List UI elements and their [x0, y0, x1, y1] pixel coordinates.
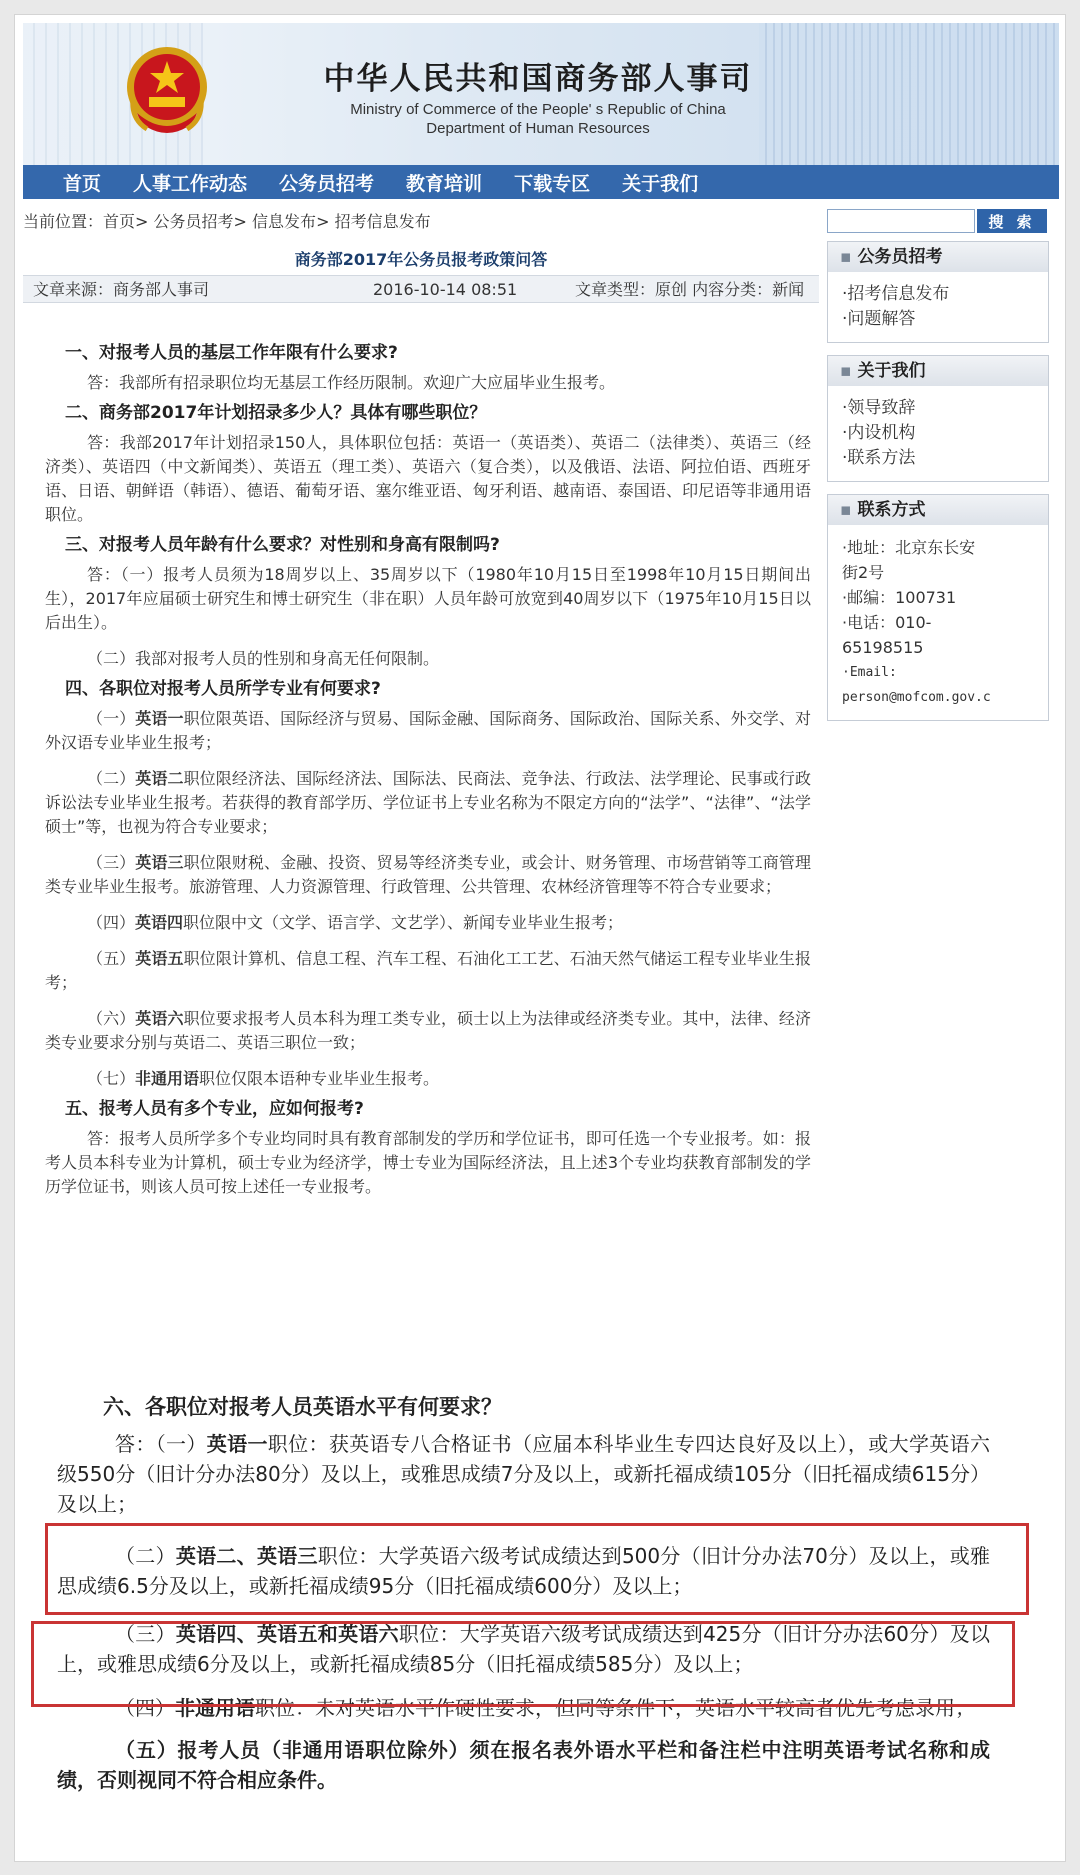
position-name: 英语五 — [135, 949, 184, 968]
nav-about[interactable]: 关于我们 — [622, 172, 699, 195]
position-name: 英语二、英语三 — [175, 1544, 318, 1568]
sidebar-item-label: 内设机构 — [847, 423, 916, 443]
breadcrumb-sep: > — [135, 212, 154, 231]
answer-5: 答：报考人员所学多个专业均同时具有教育部制发的学历和学位证书，即可任选一个专业报考。如：报考人员本科专业为计算机，硕士专业为经济学，博士专业为国际经济法，且上述3个专业均获教育部制发的学历学位证书，则该人员可按上述任一专业报考。 — [45, 1129, 811, 1196]
article-type: 文章类型：原创 内容分类：新闻 — [575, 280, 805, 299]
nav-hr-news[interactable]: 人事工作动态 — [133, 172, 248, 195]
item-prefix: 答：（一） — [115, 1432, 207, 1456]
answer-4-1 — [23, 707, 813, 755]
item-prefix: （二） — [115, 1544, 176, 1568]
contact-address-line2: 街2号 — [842, 563, 885, 582]
sidebar-item-label: 问题解答 — [847, 309, 916, 329]
contact-email-label: ·Email: — [842, 665, 897, 680]
breadcrumb-recruit[interactable]: 公务员招考 — [153, 212, 234, 231]
building-decoration-right — [759, 23, 1059, 165]
sidebar-item-label: 招考信息发布 — [847, 284, 950, 304]
nav-downloads[interactable]: 下载专区 — [514, 172, 591, 195]
answer-3-1: 答：（一）报考人员须为18周岁以上、35周岁以下（1980年10月15日至1998年10月15日期间出生），2017年应届硕士研究生和博士研究生（非在职）人员年龄可放宽到40周岁以下（1975年10月15日以后出生）。 — [45, 565, 811, 632]
item-prefix: （四） — [87, 913, 136, 932]
sidebar-box-title — [828, 495, 1048, 525]
item-text: 职位仅限本语种专业毕业生报考。 — [199, 1069, 440, 1088]
answer-4-3 — [23, 851, 813, 899]
nav-training[interactable]: 教育培训 — [406, 172, 483, 195]
search-input[interactable] — [827, 209, 975, 233]
bullet-icon: ▪ — [840, 247, 852, 267]
item-prefix: （一） — [87, 709, 136, 728]
sidebar-item-label: 联系方法 — [847, 448, 916, 468]
position-name: 英语一 — [135, 709, 184, 728]
sidebar-item-contact-method[interactable]: ·联系方法 — [842, 448, 916, 468]
search-button[interactable]: 搜 索 — [977, 209, 1047, 233]
item-text: 职位限经济法、国际经济法、国际法、民商法、竞争法、行政法、法学理论、民事或行政诉讼法专业毕业生报考。若获得的教育部学历、学位证书上专业名称为不限定方向的“法学”、“法律”、“法学硕士”等，也视为符合专业要求； — [45, 769, 811, 836]
nav-civil-recruit[interactable]: 公务员招考 — [279, 172, 375, 195]
sidebar-box-title — [828, 242, 1048, 272]
sidebar-box-recruit — [827, 241, 1049, 343]
site-title-en: Ministry of Commerce of the People' s Republic of China — [350, 101, 726, 118]
site-header-banner — [23, 23, 1059, 165]
sidebar-box-about — [827, 355, 1049, 482]
contact-phone: ·电话：010- — [842, 613, 932, 632]
answer-3-2: （二）我部对报考人员的性别和身高无任何限制。 — [87, 649, 440, 668]
position-name: 英语一 — [206, 1432, 268, 1456]
question-1: 一、对报考人员的基层工作年限有什么要求? — [65, 343, 398, 363]
answer-6-1 — [23, 1429, 1008, 1519]
contact-zip: ·邮编：100731 — [842, 588, 957, 607]
sidebar-item-leader-speech[interactable]: ·领导致辞 — [842, 398, 916, 418]
article-meta — [23, 275, 819, 303]
contact-address: ·地址：北京东长安 — [842, 538, 976, 557]
breadcrumb-label: 当前位置： — [23, 212, 104, 231]
item-text: 职位：未对英语水平作硬性要求，但同等条件下，英语水平较高者优先考虑录用； — [255, 1696, 975, 1720]
sidebar-box-title — [828, 356, 1048, 386]
question-4: 四、各职位对报考人员所学专业有何要求? — [65, 679, 381, 699]
position-name: 英语三 — [135, 853, 184, 872]
question-2: 二、商务部2017年计划招录多少人？具体有哪些职位？ — [65, 403, 487, 423]
item-text: 职位限中文（文学、语言学、文艺学）、新闻专业毕业生报考； — [183, 913, 624, 932]
sidebar-box-title-text: 关于我们 — [857, 361, 926, 381]
breadcrumb — [23, 209, 823, 233]
sidebar-box-body — [828, 272, 1048, 342]
answer-4-2 — [23, 767, 813, 839]
main-nav — [23, 165, 1059, 199]
article-source: 文章来源：商务部人事司 — [33, 280, 210, 299]
position-name: 英语四 — [135, 913, 184, 932]
article-body — [23, 335, 813, 1199]
sidebar-item-label: 领导致辞 — [847, 398, 916, 418]
answer-4-6 — [23, 1007, 813, 1055]
breadcrumb-home[interactable]: 首页 — [103, 212, 136, 231]
item-text: 职位限英语、国际经济与贸易、国际金融、国际商务、国际政治、国际关系、外交学、对外汉语专业毕业生报考； — [45, 709, 811, 752]
question-5: 五、报考人员有多个专业，应如何报考? — [65, 1099, 364, 1119]
contact-email[interactable]: person@mofcom.gov.c — [842, 690, 991, 705]
position-name: 非通用语 — [175, 1696, 255, 1720]
sidebar-item-recruit-info[interactable]: ·招考信息发布 — [842, 284, 950, 304]
item-prefix: （三） — [115, 1622, 176, 1646]
item-text: 职位限财税、金融、投资、贸易等经济类专业，或会计、财务管理、市场营销等工商管理类专业毕业生报考。旅游管理、人力资源管理、行政管理、公共管理、农林经济管理等不符合专业要求； — [45, 853, 811, 896]
item-text: 职位限计算机、信息工程、汽车工程、石油化工工艺、石油天然气储运工程专业毕业生报考； — [45, 949, 811, 992]
question-3: 三、对报考人员年龄有什么要求？对性别和身高有限制吗? — [65, 535, 500, 555]
answer-4-7 — [23, 1067, 813, 1091]
breadcrumb-sep: > — [316, 212, 335, 231]
item-text: 职位要求报考人员本科为理工类专业，硕士以上为法律或经济类专业。其中，法律、经济类专业要求分别与英语二、英语三职位一致； — [45, 1009, 811, 1052]
site-subtitle-en: Department of Human Resources — [426, 120, 650, 137]
question-6: 六、各职位对报考人员英语水平有何要求？ — [103, 1395, 502, 1419]
item-text: 职位：大学英语六级考试成绩达到425分（旧计分办法60分）及以上，或雅思成绩6分及以上，或新托福成绩85分（旧托福成绩585分）及以上； — [57, 1622, 991, 1676]
sidebar-item-faq[interactable]: ·问题解答 — [842, 309, 916, 329]
breadcrumb-info[interactable]: 信息发布 — [252, 212, 317, 231]
item-prefix: （二） — [87, 769, 136, 788]
answer-2: 答：我部2017年计划招录150人，具体职位包括：英语一（英语类）、英语二（法律类）、英语三（经济类）、英语四（中文新闻类）、英语五（理工类）、英语六（复合类），以及俄语、法语、阿拉伯语、西班牙语、日语、朝鲜语（韩语）、德语、葡萄牙语、塞尔维亚语、匈牙利语、越南语、泰国语、印尼语等非通用语职位。 — [45, 433, 811, 524]
bullet-icon: ▪ — [840, 500, 852, 520]
position-name: 非通用语 — [135, 1069, 200, 1088]
position-name: 英语二 — [135, 769, 184, 788]
item-prefix: （四） — [115, 1696, 175, 1720]
position-name: 英语六 — [135, 1009, 184, 1028]
item-text: 职位：获英语专八合格证书（应届本科毕业生专四达良好及以上），或大学英语六级550分（旧计分办法80分）及以上，或雅思成绩7分及以上，或新托福成绩105分（旧托福成绩615分）及以上； — [57, 1432, 991, 1516]
position-name: 英语四、英语五和英语六 — [175, 1622, 399, 1646]
answer-6-5: （五）报考人员（非通用语职位除外）须在报名表外语水平栏和备注栏中注明英语考试名称和成绩，否则视同不符合相应条件。 — [57, 1738, 990, 1792]
item-prefix: （七） — [87, 1069, 136, 1088]
article-title: 商务部2017年公务员报考政策问答 — [294, 250, 548, 269]
article-date: 2016-10-14 08:51 — [373, 280, 518, 299]
page — [14, 14, 1066, 1862]
highlight-box-english-2-3 — [45, 1523, 1029, 1615]
item-prefix: （六） — [87, 1009, 136, 1028]
breadcrumb-sep: > — [233, 212, 253, 231]
sidebar-box-title-text: 联系方式 — [857, 500, 926, 520]
item-prefix: （三） — [87, 853, 136, 872]
answer-1: 答：我部所有招录职位均无基层工作经历限制。欢迎广大应届毕业生报考。 — [87, 373, 616, 392]
sidebar — [827, 241, 1049, 733]
item-prefix: （五） — [87, 949, 136, 968]
sidebar-box-title-text: 公务员招考 — [857, 247, 943, 267]
bullet-icon: ▪ — [840, 361, 852, 381]
breadcrumb-current[interactable]: 招考信息发布 — [334, 212, 431, 231]
national-emblem-icon — [123, 43, 211, 139]
sidebar-box-body — [828, 525, 1048, 720]
nav-home[interactable]: 首页 — [63, 172, 102, 195]
sidebar-item-departments[interactable]: ·内设机构 — [842, 423, 916, 443]
answer-4-5 — [23, 947, 813, 995]
sidebar-box-body — [828, 386, 1048, 481]
highlight-box-english-4-6 — [31, 1621, 1015, 1707]
answer-4-4 — [23, 911, 813, 935]
sidebar-box-contact — [827, 494, 1049, 721]
site-title-cn: 中华人民共和国商务部人事司 — [323, 61, 753, 97]
contact-phone-number: 65198515 — [842, 638, 924, 657]
article-header — [23, 245, 819, 303]
item-text: 职位：大学英语六级考试成绩达到500分（旧计分办法70分）及以上，或雅思成绩6.5分及以上，或新托福成绩95分（旧托福成绩600分）及以上； — [57, 1544, 991, 1598]
